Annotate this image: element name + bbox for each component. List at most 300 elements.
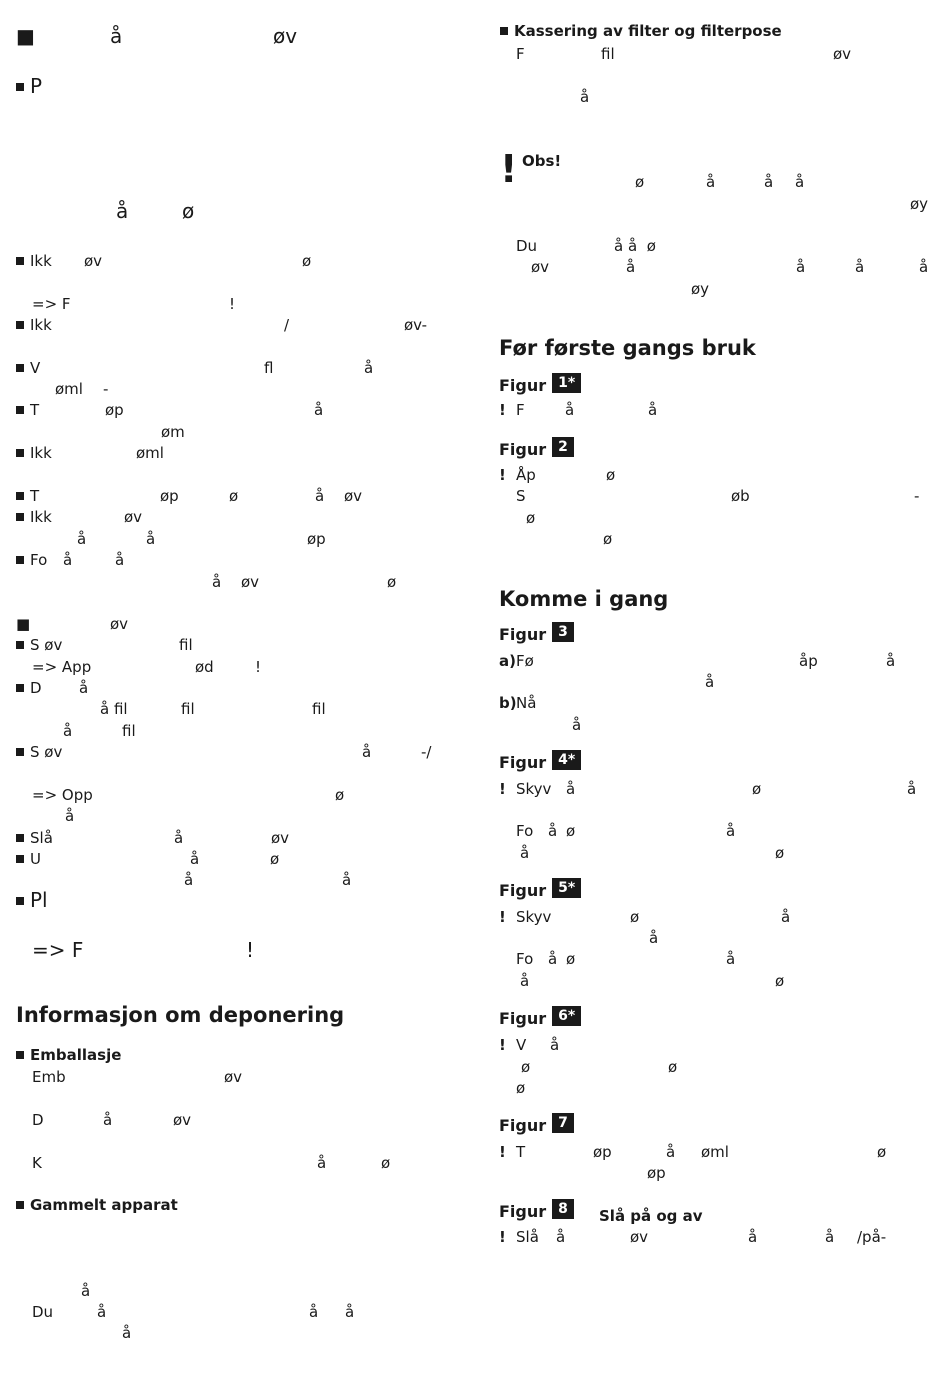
left-text-fragment — [224, 1068, 242, 1086]
left-text-fragment — [63, 551, 72, 569]
right-text-fragment — [796, 258, 805, 276]
left-text: øv — [124, 508, 143, 526]
right-text: Skyv — [516, 780, 552, 798]
right-text: V — [516, 1036, 527, 1054]
right-text: å å ø — [614, 237, 656, 255]
right-text: å — [795, 173, 805, 191]
subheading-kassering — [500, 22, 782, 40]
right-text: å — [781, 908, 791, 926]
left-text-fragment — [270, 850, 279, 868]
right-text: å — [748, 1228, 758, 1246]
bullet-square — [16, 556, 24, 564]
figure-label-text: Figur — [499, 1009, 547, 1028]
bullet-square — [16, 492, 24, 500]
left-text: å — [115, 551, 125, 569]
right-text: /på- — [857, 1228, 887, 1246]
left-text-fragment — [65, 807, 74, 825]
left-text-fragment — [16, 74, 42, 98]
bullet-square — [16, 855, 24, 863]
bullet-square — [16, 1051, 24, 1059]
right-text-fragment — [566, 780, 575, 798]
right-text-fragment — [580, 88, 589, 106]
left-text: D — [32, 1111, 44, 1129]
left-text: ! — [246, 938, 255, 962]
left-text: å — [184, 871, 194, 889]
left-text-fragment — [103, 380, 108, 398]
right-text: ø — [526, 509, 536, 527]
right-text: F — [516, 401, 525, 419]
right-text: ø — [668, 1058, 678, 1076]
right-text-fragment — [516, 1143, 525, 1161]
left-text-fragment — [32, 938, 83, 962]
left-text: å — [174, 829, 184, 847]
left-text: øp — [105, 401, 124, 419]
left-text-fragment — [146, 530, 155, 548]
left-text: Ikk — [30, 444, 52, 462]
figure-number-badge: 5* — [552, 878, 581, 898]
left-text: ø — [335, 786, 345, 804]
left-text-fragment — [184, 871, 193, 889]
left-text: å — [212, 573, 222, 591]
right-text: F — [516, 45, 525, 63]
left-text: å fil — [100, 700, 128, 718]
figure-label-text: Figur — [499, 625, 547, 644]
left-text-fragment — [309, 1303, 318, 1321]
left-text-fragment — [181, 700, 195, 718]
left-text: ■ — [16, 24, 35, 48]
left-text-fragment — [97, 1303, 106, 1321]
left-text: S øv — [30, 636, 63, 654]
right-text-fragment — [601, 45, 615, 63]
figure-label — [499, 881, 581, 901]
figure-label-text: Figur — [499, 440, 547, 459]
left-text-fragment — [16, 679, 42, 697]
right-text-fragment — [516, 780, 551, 798]
bullet-square — [16, 257, 24, 265]
right-text: S — [516, 487, 526, 505]
left-text-fragment — [317, 1154, 326, 1172]
right-text: å — [764, 173, 774, 191]
left-text: å — [364, 359, 374, 377]
left-text-fragment — [103, 1111, 112, 1129]
right-text-fragment — [516, 822, 533, 840]
figure-number-badge: 4* — [552, 750, 581, 770]
right-text-fragment — [565, 401, 574, 419]
figure-label — [499, 440, 574, 460]
left-text-fragment — [122, 1324, 131, 1342]
left-text: T — [30, 487, 40, 505]
left-text-fragment — [241, 573, 259, 591]
left-text-fragment — [16, 316, 52, 334]
bullet-square — [16, 83, 24, 91]
right-text: ! — [499, 1036, 506, 1054]
left-text-fragment — [55, 380, 83, 398]
left-text: ! — [255, 658, 262, 676]
bullet-square — [16, 364, 24, 372]
left-text-fragment — [246, 938, 254, 962]
right-text: ø — [603, 530, 613, 548]
right-text: å — [520, 972, 530, 990]
bullet-square — [16, 897, 24, 905]
bullet-square — [16, 1201, 24, 1209]
right-text-fragment — [593, 1143, 612, 1161]
left-text: / — [284, 316, 290, 334]
right-text-fragment — [799, 652, 818, 670]
right-text: ! — [499, 466, 506, 484]
left-text: D — [30, 679, 42, 697]
right-text: øv — [531, 258, 550, 276]
left-text: å — [314, 401, 324, 419]
left-text-fragment — [387, 573, 396, 591]
right-text: ø — [566, 822, 576, 840]
right-text-fragment — [668, 1058, 677, 1076]
heading-forste-gangs-bruk: Før første gangs bruk — [499, 336, 756, 360]
right-text-fragment — [648, 401, 657, 419]
left-text: øv — [241, 573, 260, 591]
left-text: Du — [32, 1303, 54, 1321]
right-text-fragment — [499, 466, 506, 484]
right-text: å — [855, 258, 865, 276]
left-text: øml — [55, 380, 83, 398]
right-text: ø — [752, 780, 762, 798]
left-text-fragment — [160, 487, 179, 505]
left-text: ø — [302, 252, 312, 270]
left-text: å — [345, 1303, 355, 1321]
right-text: T — [516, 1143, 526, 1161]
right-text: ! — [499, 908, 506, 926]
right-text: å — [919, 258, 929, 276]
left-text: fil — [181, 700, 195, 718]
right-text-fragment — [825, 1228, 834, 1246]
left-text-fragment — [124, 508, 142, 526]
right-text-fragment — [630, 908, 639, 926]
right-text: øv — [833, 45, 852, 63]
right-text: Fo — [516, 822, 534, 840]
figure-number-badge: 2 — [552, 437, 574, 457]
right-text-fragment — [606, 466, 615, 484]
figure-label — [499, 1202, 574, 1222]
left-text-fragment — [16, 252, 52, 270]
right-text: å — [572, 716, 582, 734]
left-text-fragment — [63, 722, 72, 740]
left-text: å — [63, 551, 73, 569]
left-text: ø — [182, 199, 195, 223]
left-text-fragment — [302, 252, 311, 270]
right-text-fragment — [877, 1143, 886, 1161]
subheading-gammelt-text: Gammelt apparat — [30, 1196, 178, 1214]
right-text: øp — [593, 1143, 612, 1161]
right-text-fragment — [516, 908, 551, 926]
left-text-fragment — [32, 1303, 53, 1321]
left-text-fragment — [404, 316, 427, 334]
right-text-fragment — [516, 1079, 525, 1097]
bullet-square — [16, 449, 24, 457]
right-text-fragment — [499, 694, 517, 712]
right-text: å — [907, 780, 917, 798]
right-text-fragment — [526, 509, 535, 527]
right-text-fragment — [910, 195, 928, 213]
figure-number-badge: 7 — [552, 1113, 574, 1133]
left-text: Ikk — [30, 252, 52, 270]
right-text-fragment — [781, 908, 790, 926]
figure-number-badge: 6* — [552, 1006, 581, 1026]
left-text-fragment — [84, 252, 102, 270]
right-text-fragment — [499, 1036, 506, 1054]
right-text-fragment — [691, 280, 709, 298]
right-text: ø — [775, 844, 785, 862]
left-text: å — [63, 722, 73, 740]
right-text-fragment — [499, 652, 516, 670]
right-text: å — [705, 673, 715, 691]
left-text: - — [103, 380, 109, 398]
subheading-emballasje — [16, 1046, 121, 1064]
left-text-fragment — [284, 316, 289, 334]
right-text: ø — [775, 972, 785, 990]
right-text-fragment — [603, 530, 612, 548]
left-text-fragment — [105, 401, 124, 419]
right-text: øp — [647, 1164, 666, 1182]
right-text-fragment — [795, 173, 804, 191]
right-text: ! — [499, 401, 506, 419]
left-text: å — [79, 679, 89, 697]
right-text-fragment — [499, 780, 506, 798]
right-text-fragment — [705, 673, 714, 691]
figure-label — [499, 376, 581, 396]
right-text: å — [825, 1228, 835, 1246]
right-text-fragment — [566, 822, 575, 840]
right-text-fragment — [548, 822, 557, 840]
right-text-fragment — [516, 466, 536, 484]
right-text: øy — [691, 280, 710, 298]
right-text-fragment — [726, 822, 735, 840]
left-text: V — [30, 359, 41, 377]
left-text-fragment — [16, 24, 35, 48]
left-text-fragment — [174, 829, 183, 847]
left-text-fragment — [312, 700, 326, 718]
right-text: å — [550, 1036, 560, 1054]
bullet-square — [16, 513, 24, 521]
left-text: øv — [173, 1111, 192, 1129]
figure-label — [499, 1009, 581, 1029]
right-text: å — [626, 258, 636, 276]
left-text-fragment — [16, 888, 48, 912]
heading-komme-i-gang: Komme i gang — [499, 587, 669, 611]
left-text-fragment — [179, 636, 193, 654]
right-text-fragment — [556, 1228, 565, 1246]
left-text: å — [315, 487, 325, 505]
left-text: øv — [273, 24, 298, 48]
left-text-fragment — [161, 423, 185, 441]
right-text-fragment — [833, 45, 851, 63]
left-text-fragment — [77, 530, 86, 548]
right-text: fil — [601, 45, 615, 63]
left-text-fragment — [32, 295, 71, 313]
left-text: å — [103, 1111, 113, 1129]
right-text-fragment — [614, 237, 656, 255]
right-text-fragment — [855, 258, 864, 276]
left-text-fragment — [314, 401, 323, 419]
left-text: -/ — [421, 743, 432, 761]
right-text-fragment — [516, 1036, 526, 1054]
right-text-fragment — [516, 950, 533, 968]
right-text: å — [796, 258, 806, 276]
left-text: K — [32, 1154, 42, 1172]
left-text: å — [81, 1282, 91, 1300]
right-text-fragment — [516, 652, 534, 670]
left-text-fragment — [255, 658, 261, 676]
right-text: å — [566, 780, 576, 798]
right-text: - — [914, 487, 920, 505]
left-text: øv — [344, 487, 363, 505]
left-text: øv — [224, 1068, 243, 1086]
right-text-fragment — [726, 950, 735, 968]
right-text-fragment — [907, 780, 916, 798]
left-text-fragment — [173, 1111, 191, 1129]
obs-label: Obs! — [522, 152, 562, 170]
left-text: øv — [84, 252, 103, 270]
right-text: ø — [877, 1143, 887, 1161]
left-text: Emb — [32, 1068, 66, 1086]
right-text: å — [648, 401, 658, 419]
bullet-square — [16, 748, 24, 756]
left-text-fragment — [32, 1154, 42, 1172]
right-text-fragment — [775, 844, 784, 862]
left-text: fl — [264, 359, 274, 377]
left-text: øv — [110, 615, 129, 633]
left-text-fragment — [116, 199, 128, 223]
right-text-fragment — [516, 237, 537, 255]
left-text-fragment — [32, 786, 93, 804]
fig8-title: Slå på og av — [599, 1207, 703, 1225]
right-text: å — [706, 173, 716, 191]
right-text: a) — [499, 652, 516, 670]
left-text: => App — [32, 658, 92, 676]
right-text-fragment — [516, 45, 525, 63]
left-text-fragment — [381, 1154, 390, 1172]
left-text: => Opp — [32, 786, 93, 804]
left-text: å — [77, 530, 87, 548]
figure-label — [499, 1116, 574, 1136]
right-text: å — [886, 652, 896, 670]
left-text-fragment — [16, 444, 52, 462]
left-text: øm — [161, 423, 185, 441]
left-text-fragment — [79, 679, 88, 697]
left-text: Ikk — [30, 316, 52, 334]
left-text-fragment — [110, 615, 128, 633]
right-text: ø — [566, 950, 576, 968]
left-text-fragment — [16, 508, 52, 526]
left-text: Slå — [30, 829, 53, 847]
bullet-square — [16, 641, 24, 649]
right-text-fragment — [647, 1164, 666, 1182]
left-text: fil — [122, 722, 136, 740]
left-text-fragment — [16, 551, 47, 569]
right-text: å — [548, 822, 558, 840]
left-text: fil — [179, 636, 193, 654]
bullet-square — [16, 684, 24, 692]
right-text-fragment — [499, 401, 506, 419]
left-text: P — [30, 74, 43, 98]
left-text-fragment — [182, 199, 194, 223]
right-text-fragment — [919, 258, 928, 276]
left-text: å — [65, 807, 75, 825]
right-text-fragment — [731, 487, 750, 505]
right-text: å — [565, 401, 575, 419]
left-text-fragment — [16, 487, 39, 505]
left-text: Fo — [30, 551, 48, 569]
left-text-fragment — [273, 24, 297, 48]
right-text-fragment — [764, 173, 773, 191]
right-text: ø — [606, 466, 616, 484]
left-text-fragment — [364, 359, 373, 377]
left-text: å — [309, 1303, 319, 1321]
left-text: å — [190, 850, 200, 868]
left-text-fragment — [190, 850, 199, 868]
right-text-fragment — [701, 1143, 729, 1161]
left-text-fragment — [16, 850, 41, 868]
right-text-fragment — [499, 908, 506, 926]
left-text: øp — [307, 530, 326, 548]
left-text-fragment — [115, 551, 124, 569]
figure-label-text: Figur — [499, 1116, 547, 1135]
left-text: ø — [381, 1154, 391, 1172]
left-text: T — [30, 401, 40, 419]
left-text-fragment — [16, 829, 53, 847]
subheading-gammelt-apparat — [16, 1196, 178, 1214]
figure-number-badge: 3 — [552, 622, 574, 642]
right-text: åp — [799, 652, 818, 670]
right-text-fragment — [548, 950, 557, 968]
left-text: øv- — [404, 316, 428, 334]
bullet-square — [16, 321, 24, 329]
right-text: øy — [910, 195, 929, 213]
right-text-fragment — [531, 258, 549, 276]
left-text: øml — [136, 444, 164, 462]
left-text-fragment — [136, 444, 164, 462]
right-text: Fo — [516, 950, 534, 968]
right-text-fragment — [520, 844, 529, 862]
left-text: ! — [229, 295, 236, 313]
left-text: => F — [32, 295, 71, 313]
right-text-fragment — [666, 1143, 675, 1161]
figure-label-text: Figur — [499, 376, 547, 395]
left-text-fragment — [344, 487, 362, 505]
right-text: å — [726, 950, 736, 968]
left-text-fragment — [32, 1111, 44, 1129]
right-text-fragment — [550, 1036, 559, 1054]
figure-label-text: Figur — [499, 1202, 547, 1221]
left-text-fragment — [271, 829, 289, 847]
warning-exclamation-icon: ! — [500, 147, 518, 191]
right-text: b) — [499, 694, 517, 712]
left-text: ■ — [16, 615, 31, 633]
right-text: Åp — [516, 466, 536, 484]
left-text: å — [122, 1324, 132, 1342]
right-text: øv — [630, 1228, 649, 1246]
left-text-fragment — [81, 1282, 90, 1300]
right-text: å — [548, 950, 558, 968]
left-text: øv — [271, 829, 290, 847]
right-text: ø — [521, 1058, 531, 1076]
right-text-fragment — [499, 1143, 506, 1161]
right-text-fragment — [572, 716, 581, 734]
left-text: ød — [195, 658, 214, 676]
left-text-fragment — [307, 530, 326, 548]
bullet-square — [16, 406, 24, 414]
left-text-fragment — [229, 295, 235, 313]
right-text: øb — [731, 487, 750, 505]
left-text-fragment — [32, 658, 91, 676]
